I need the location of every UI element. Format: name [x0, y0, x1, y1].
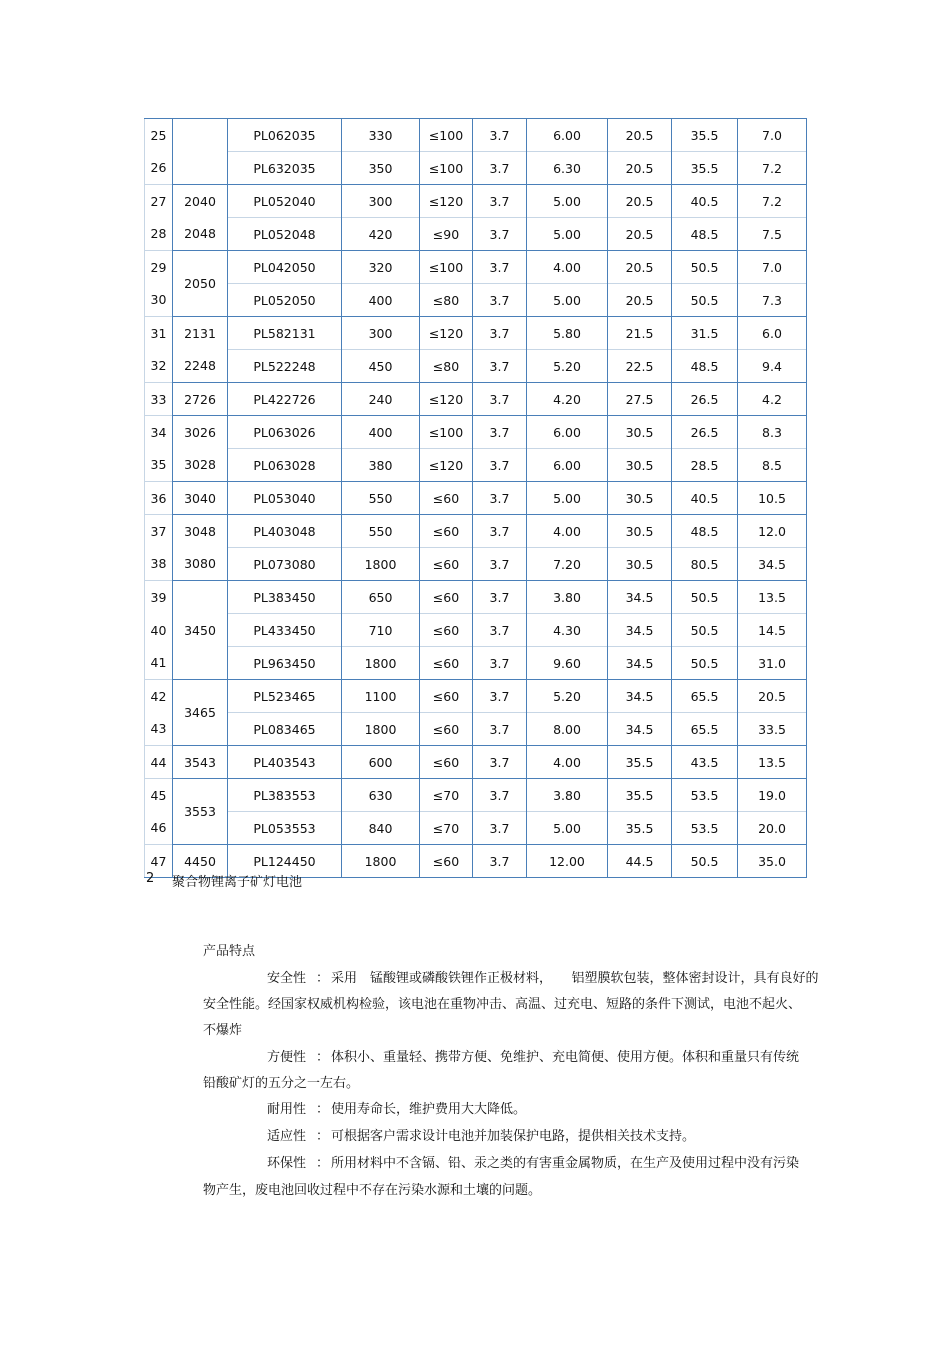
thickness-cell: 5.00 [527, 284, 608, 317]
table-row [145, 251, 807, 284]
size-cell [173, 119, 228, 185]
length-cell: 28.5 [672, 449, 738, 482]
capacity-cell: 1800 [342, 647, 420, 680]
row-number-cell: 44 [145, 746, 173, 779]
width-cell: 34.5 [608, 614, 672, 647]
voltage-cell: 3.7 [473, 779, 527, 812]
length-cell: 26.5 [672, 383, 738, 416]
voltage-cell: 3.7 [473, 152, 527, 185]
size-cell: 2048 [173, 218, 228, 251]
size-cell: 3040 [173, 482, 228, 515]
resistance-cell: ≤60 [420, 515, 473, 548]
resistance-cell: ≤60 [420, 680, 473, 713]
thickness-cell: 4.20 [527, 383, 608, 416]
voltage-cell: 3.7 [473, 185, 527, 218]
features-heading: 产品特点 [203, 944, 256, 959]
weight-cell: 35.0 [738, 845, 807, 878]
weight-cell: 7.3 [738, 284, 807, 317]
length-cell: 50.5 [672, 647, 738, 680]
capacity-cell: 550 [342, 515, 420, 548]
model-cell: PL053553 [228, 812, 342, 845]
model-cell: PL522248 [228, 350, 342, 383]
width-cell: 44.5 [608, 845, 672, 878]
feature-text-line: 不爆炸 [203, 1023, 243, 1038]
thickness-cell: 9.60 [527, 647, 608, 680]
capacity-cell: 600 [342, 746, 420, 779]
weight-cell: 7.2 [738, 152, 807, 185]
width-cell: 22.5 [608, 350, 672, 383]
thickness-cell: 7.20 [527, 548, 608, 581]
resistance-cell: ≤60 [420, 581, 473, 614]
voltage-cell: 3.7 [473, 845, 527, 878]
resistance-cell: ≤90 [420, 218, 473, 251]
thickness-cell: 3.80 [527, 581, 608, 614]
weight-cell: 19.0 [738, 779, 807, 812]
table-row [145, 713, 807, 746]
feature-colon: ： [316, 1156, 330, 1171]
weight-cell: 34.5 [738, 548, 807, 581]
thickness-cell: 6.30 [527, 152, 608, 185]
thickness-cell: 5.00 [527, 218, 608, 251]
capacity-cell: 350 [342, 152, 420, 185]
length-cell: 35.5 [672, 119, 738, 152]
resistance-cell: ≤100 [420, 251, 473, 284]
thickness-cell: 4.00 [527, 515, 608, 548]
length-cell: 48.5 [672, 350, 738, 383]
thickness-cell: 4.00 [527, 746, 608, 779]
weight-cell: 31.0 [738, 647, 807, 680]
feature-text-line: 体积小、重量轻、携带方便、免维护、充电简便、使用方便。体积和重量只有传统 [331, 1050, 800, 1065]
width-cell: 35.5 [608, 779, 672, 812]
width-cell: 34.5 [608, 581, 672, 614]
row-number-cell: 32 [145, 350, 173, 383]
feature-label-adaptability: 适应性 [267, 1129, 307, 1144]
width-cell: 30.5 [608, 482, 672, 515]
feature-text-line: 铅酸矿灯的五分之一左右。 [203, 1076, 360, 1091]
model-cell: PL383553 [228, 779, 342, 812]
weight-cell: 8.3 [738, 416, 807, 449]
model-cell: PL063026 [228, 416, 342, 449]
model-cell: PL053040 [228, 482, 342, 515]
row-number-cell: 30 [145, 284, 173, 317]
model-cell: PL523465 [228, 680, 342, 713]
row-number-cell: 31 [145, 317, 173, 350]
weight-cell: 7.2 [738, 185, 807, 218]
capacity-cell: 1800 [342, 713, 420, 746]
resistance-cell: ≤120 [420, 383, 473, 416]
thickness-cell: 4.00 [527, 251, 608, 284]
width-cell: 30.5 [608, 449, 672, 482]
model-cell: PL063028 [228, 449, 342, 482]
resistance-cell: ≤70 [420, 812, 473, 845]
voltage-cell: 3.7 [473, 680, 527, 713]
width-cell: 34.5 [608, 647, 672, 680]
feature-text-line: 所用材料中不含镉、铅、汞之类的有害重金属物质，在生产及使用过程中没有污染 [331, 1156, 800, 1171]
thickness-cell: 5.80 [527, 317, 608, 350]
feature-colon: ： [316, 1102, 330, 1117]
width-cell: 30.5 [608, 548, 672, 581]
row-number-cell: 36 [145, 482, 173, 515]
feature-label-convenience: 方便性 [267, 1050, 307, 1065]
row-number-cell: 34 [145, 416, 173, 449]
length-cell: 26.5 [672, 416, 738, 449]
thickness-cell: 5.00 [527, 482, 608, 515]
capacity-cell: 320 [342, 251, 420, 284]
resistance-cell: ≤100 [420, 416, 473, 449]
capacity-cell: 380 [342, 449, 420, 482]
weight-cell: 13.5 [738, 581, 807, 614]
voltage-cell: 3.7 [473, 218, 527, 251]
model-cell: PL062035 [228, 119, 342, 152]
width-cell: 21.5 [608, 317, 672, 350]
resistance-cell: ≤100 [420, 152, 473, 185]
model-cell: PL042050 [228, 251, 342, 284]
size-cell: 3080 [173, 548, 228, 581]
feature-label-safety: 安全性 [267, 971, 307, 986]
weight-cell: 4.2 [738, 383, 807, 416]
length-cell: 31.5 [672, 317, 738, 350]
battery-spec-table [144, 118, 807, 878]
capacity-cell: 400 [342, 416, 420, 449]
table-row [145, 515, 807, 548]
resistance-cell: ≤60 [420, 713, 473, 746]
thickness-cell: 3.80 [527, 779, 608, 812]
feature-text-line: 可根据客户需求设计电池并加装保护电路，提供相关技术支持。 [331, 1129, 696, 1144]
section-number: 2 [146, 871, 155, 886]
resistance-cell: ≤120 [420, 449, 473, 482]
row-number-cell: 47 [145, 845, 173, 878]
capacity-cell: 400 [342, 284, 420, 317]
length-cell: 50.5 [672, 284, 738, 317]
model-cell: PL052050 [228, 284, 342, 317]
resistance-cell: ≤120 [420, 185, 473, 218]
length-cell: 43.5 [672, 746, 738, 779]
weight-cell: 8.5 [738, 449, 807, 482]
thickness-cell: 5.20 [527, 680, 608, 713]
length-cell: 35.5 [672, 152, 738, 185]
resistance-cell: ≤70 [420, 779, 473, 812]
capacity-cell: 1100 [342, 680, 420, 713]
resistance-cell: ≤60 [420, 845, 473, 878]
row-number-cell: 26 [145, 152, 173, 185]
model-cell: PL052048 [228, 218, 342, 251]
thickness-cell: 6.00 [527, 416, 608, 449]
weight-cell: 10.5 [738, 482, 807, 515]
capacity-cell: 630 [342, 779, 420, 812]
resistance-cell: ≤60 [420, 548, 473, 581]
voltage-cell: 3.7 [473, 548, 527, 581]
row-number-cell: 33 [145, 383, 173, 416]
voltage-cell: 3.7 [473, 284, 527, 317]
resistance-cell: ≤120 [420, 317, 473, 350]
resistance-cell: ≤100 [420, 119, 473, 152]
feature-text-line: 采用 锰酸锂或磷酸铁锂作正极材料， 铝塑膜软包装，整体密封设计，具有良好的 [331, 971, 819, 986]
resistance-cell: ≤60 [420, 482, 473, 515]
weight-cell: 7.5 [738, 218, 807, 251]
row-number-cell: 45 [145, 779, 173, 812]
size-cell: 3465 [173, 680, 228, 746]
length-cell: 40.5 [672, 482, 738, 515]
table-row [145, 284, 807, 317]
table-row [145, 746, 807, 779]
capacity-cell: 840 [342, 812, 420, 845]
size-cell: 3450 [173, 581, 228, 680]
section-title: 聚合物锂离子矿灯电池 [172, 875, 303, 890]
width-cell: 35.5 [608, 812, 672, 845]
weight-cell: 33.5 [738, 713, 807, 746]
length-cell: 48.5 [672, 218, 738, 251]
weight-cell: 9.4 [738, 350, 807, 383]
weight-cell: 7.0 [738, 119, 807, 152]
resistance-cell: ≤60 [420, 614, 473, 647]
table-row [145, 647, 807, 680]
model-cell: PL383450 [228, 581, 342, 614]
length-cell: 50.5 [672, 581, 738, 614]
thickness-cell: 5.00 [527, 812, 608, 845]
voltage-cell: 3.7 [473, 449, 527, 482]
voltage-cell: 3.7 [473, 713, 527, 746]
size-cell: 3026 [173, 416, 228, 449]
size-cell: 4450 [173, 845, 228, 878]
model-cell: PL052040 [228, 185, 342, 218]
table-row [145, 449, 807, 482]
row-number-cell: 37 [145, 515, 173, 548]
feature-label-durability: 耐用性 [267, 1102, 307, 1117]
table-row [145, 119, 807, 152]
table-row [145, 482, 807, 515]
resistance-cell: ≤60 [420, 746, 473, 779]
feature-label-eco: 环保性 [267, 1156, 307, 1171]
table-row [145, 317, 807, 350]
size-cell: 2726 [173, 383, 228, 416]
model-cell: PL403543 [228, 746, 342, 779]
width-cell: 20.5 [608, 251, 672, 284]
voltage-cell: 3.7 [473, 416, 527, 449]
voltage-cell: 3.7 [473, 317, 527, 350]
row-number-cell: 35 [145, 449, 173, 482]
size-cell: 3048 [173, 515, 228, 548]
model-cell: PL124450 [228, 845, 342, 878]
model-cell: PL963450 [228, 647, 342, 680]
feature-text-line: 安全性能。经国家权威机构检验，该电池在重物冲击、高温、过充电、短路的条件下测试，电池不起火、 [203, 997, 802, 1012]
capacity-cell: 450 [342, 350, 420, 383]
table-row [145, 218, 807, 251]
thickness-cell: 8.00 [527, 713, 608, 746]
voltage-cell: 3.7 [473, 350, 527, 383]
row-number-cell: 40 [145, 614, 173, 647]
width-cell: 34.5 [608, 713, 672, 746]
table-row [145, 581, 807, 614]
voltage-cell: 3.7 [473, 581, 527, 614]
model-cell: PL073080 [228, 548, 342, 581]
row-number-cell: 27 [145, 185, 173, 218]
voltage-cell: 3.7 [473, 251, 527, 284]
length-cell: 65.5 [672, 680, 738, 713]
capacity-cell: 650 [342, 581, 420, 614]
row-number-cell: 28 [145, 218, 173, 251]
length-cell: 50.5 [672, 845, 738, 878]
size-cell: 2040 [173, 185, 228, 218]
voltage-cell: 3.7 [473, 647, 527, 680]
length-cell: 65.5 [672, 713, 738, 746]
feature-colon: ： [316, 1129, 330, 1144]
width-cell: 27.5 [608, 383, 672, 416]
table-row [145, 614, 807, 647]
model-cell: PL083465 [228, 713, 342, 746]
table-row [145, 416, 807, 449]
row-number-cell: 46 [145, 812, 173, 845]
capacity-cell: 300 [342, 185, 420, 218]
model-cell: PL422726 [228, 383, 342, 416]
resistance-cell: ≤80 [420, 350, 473, 383]
width-cell: 20.5 [608, 119, 672, 152]
thickness-cell: 5.20 [527, 350, 608, 383]
capacity-cell: 300 [342, 317, 420, 350]
weight-cell: 6.0 [738, 317, 807, 350]
resistance-cell: ≤60 [420, 647, 473, 680]
weight-cell: 13.5 [738, 746, 807, 779]
capacity-cell: 330 [342, 119, 420, 152]
size-cell: 3543 [173, 746, 228, 779]
thickness-cell: 6.00 [527, 119, 608, 152]
table-row [145, 185, 807, 218]
width-cell: 20.5 [608, 284, 672, 317]
voltage-cell: 3.7 [473, 119, 527, 152]
feature-text-line: 物产生，废电池回收过程中不存在污染水源和土壤的问题。 [203, 1183, 542, 1198]
width-cell: 20.5 [608, 185, 672, 218]
capacity-cell: 1800 [342, 845, 420, 878]
thickness-cell: 12.00 [527, 845, 608, 878]
size-cell: 3553 [173, 779, 228, 845]
table-row [145, 548, 807, 581]
width-cell: 20.5 [608, 218, 672, 251]
capacity-cell: 1800 [342, 548, 420, 581]
size-cell: 3028 [173, 449, 228, 482]
length-cell: 40.5 [672, 185, 738, 218]
row-number-cell: 38 [145, 548, 173, 581]
table-row [145, 350, 807, 383]
width-cell: 30.5 [608, 515, 672, 548]
width-cell: 35.5 [608, 746, 672, 779]
length-cell: 53.5 [672, 779, 738, 812]
width-cell: 30.5 [608, 416, 672, 449]
length-cell: 50.5 [672, 251, 738, 284]
capacity-cell: 420 [342, 218, 420, 251]
weight-cell: 12.0 [738, 515, 807, 548]
capacity-cell: 550 [342, 482, 420, 515]
voltage-cell: 3.7 [473, 515, 527, 548]
size-cell: 2131 [173, 317, 228, 350]
thickness-cell: 4.30 [527, 614, 608, 647]
model-cell: PL433450 [228, 614, 342, 647]
weight-cell: 7.0 [738, 251, 807, 284]
row-number-cell: 41 [145, 647, 173, 680]
row-number-cell: 42 [145, 680, 173, 713]
width-cell: 34.5 [608, 680, 672, 713]
row-number-cell: 29 [145, 251, 173, 284]
size-cell: 2248 [173, 350, 228, 383]
table-row [145, 812, 807, 845]
length-cell: 53.5 [672, 812, 738, 845]
length-cell: 50.5 [672, 614, 738, 647]
model-cell: PL582131 [228, 317, 342, 350]
resistance-cell: ≤80 [420, 284, 473, 317]
model-cell: PL403048 [228, 515, 342, 548]
feature-colon: ： [316, 971, 330, 986]
width-cell: 20.5 [608, 152, 672, 185]
table-row [145, 779, 807, 812]
table-row [145, 383, 807, 416]
thickness-cell: 6.00 [527, 449, 608, 482]
weight-cell: 14.5 [738, 614, 807, 647]
row-number-cell: 43 [145, 713, 173, 746]
feature-colon: ： [316, 1050, 330, 1065]
row-number-cell: 25 [145, 119, 173, 152]
voltage-cell: 3.7 [473, 383, 527, 416]
weight-cell: 20.5 [738, 680, 807, 713]
table-row [145, 680, 807, 713]
capacity-cell: 240 [342, 383, 420, 416]
table-row [145, 152, 807, 185]
feature-text-line: 使用寿命长，维护费用大大降低。 [331, 1102, 527, 1117]
voltage-cell: 3.7 [473, 614, 527, 647]
capacity-cell: 710 [342, 614, 420, 647]
voltage-cell: 3.7 [473, 746, 527, 779]
voltage-cell: 3.7 [473, 482, 527, 515]
length-cell: 48.5 [672, 515, 738, 548]
model-cell: PL632035 [228, 152, 342, 185]
weight-cell: 20.0 [738, 812, 807, 845]
voltage-cell: 3.7 [473, 812, 527, 845]
thickness-cell: 5.00 [527, 185, 608, 218]
size-cell: 2050 [173, 251, 228, 317]
length-cell: 80.5 [672, 548, 738, 581]
row-number-cell: 39 [145, 581, 173, 614]
